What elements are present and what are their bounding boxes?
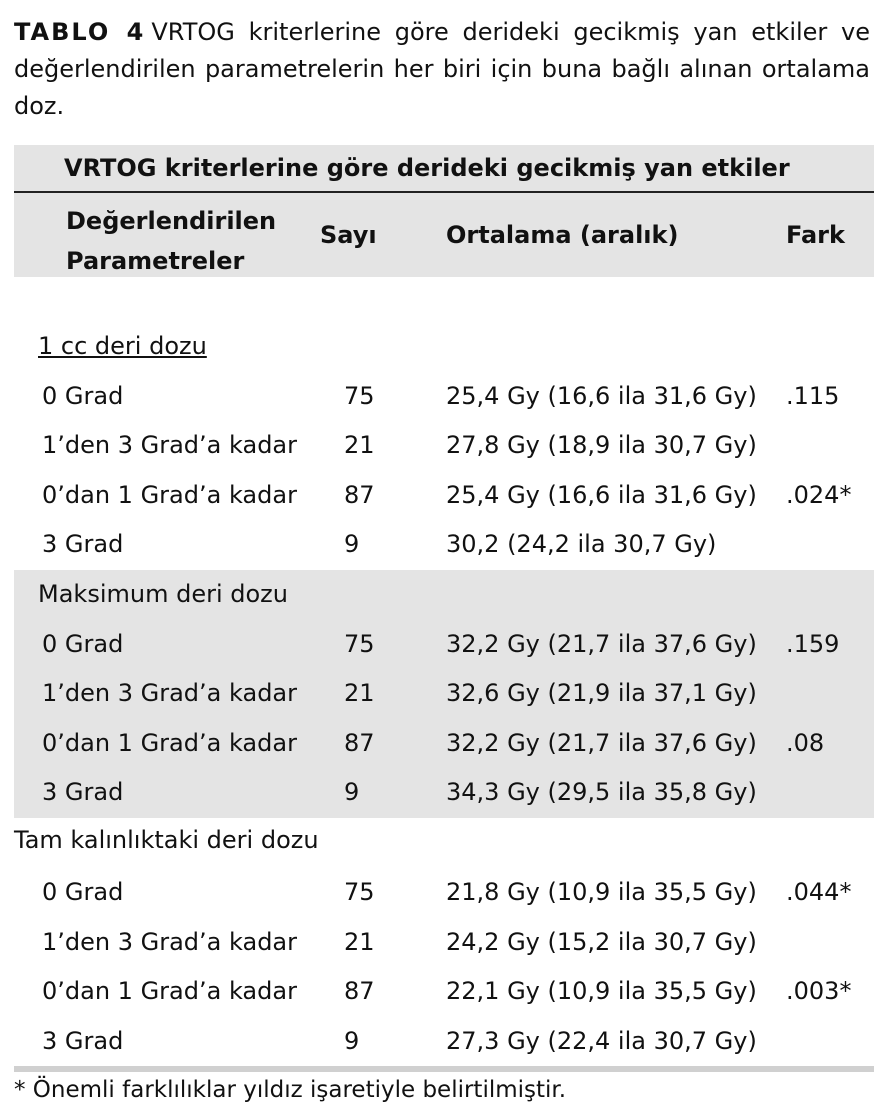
col-header-parameters-line1: Değerlendirilen: [66, 207, 277, 235]
section-full-thickness-skin-dose: [14, 818, 874, 1066]
cell-mean: 21,8 Gy (10,9 ila 35,5 Gy): [446, 877, 757, 906]
cell-mean: 32,2 Gy (21,7 ila 37,6 Gy): [446, 728, 757, 757]
cell-count: 75: [344, 629, 375, 658]
cell-param: 0’dan 1 Grad’a kadar: [42, 728, 297, 757]
section-max-skin-dose: [14, 570, 874, 818]
cell-mean: 32,6 Gy (21,9 ila 37,1 Gy): [446, 679, 757, 708]
table-caption: [14, 14, 870, 125]
section-title: 1 cc deri dozu: [38, 332, 207, 360]
cell-mean: 34,3 Gy (29,5 ila 35,8 Gy): [446, 778, 757, 807]
cell-mean: 30,2 (24,2 ila 30,7 Gy): [446, 530, 717, 559]
data-table: [14, 145, 874, 1072]
table-row: [14, 868, 874, 918]
cell-count: 9: [344, 530, 360, 559]
table-header: [14, 145, 874, 277]
caption-label: TABLO 4: [14, 18, 146, 46]
cell-mean: 32,2 Gy (21,7 ila 37,6 Gy): [446, 629, 757, 658]
table-row: [14, 719, 874, 769]
cell-count: 87: [344, 480, 375, 509]
cell-count: 21: [344, 927, 375, 956]
cell-mean: 27,3 Gy (22,4 ila 30,7 Gy): [446, 1026, 757, 1055]
cell-mean: 25,4 Gy (16,6 ila 31,6 Gy): [446, 381, 757, 410]
table-row: [14, 520, 874, 570]
section-title: Maksimum deri dozu: [38, 579, 288, 608]
col-header-mean: Ortalama (aralık): [446, 221, 679, 249]
cell-param: 0 Grad: [42, 877, 124, 906]
cell-count: 87: [344, 728, 375, 757]
cell-diff: .159: [786, 629, 840, 658]
table-row: [14, 372, 874, 422]
cell-param: 1’den 3 Grad’a kadar: [42, 679, 297, 708]
cell-count: 21: [344, 431, 375, 460]
table-row: [14, 669, 874, 719]
cell-mean: 25,4 Gy (16,6 ila 31,6 Gy): [446, 480, 757, 509]
section-title: Tam kalınlıktaki deri dozu: [14, 825, 319, 854]
cell-diff: .003*: [786, 977, 852, 1006]
col-header-diff: Fark: [786, 221, 845, 249]
cell-param: 3 Grad: [42, 1026, 124, 1055]
table-row: [14, 620, 874, 670]
section-title-row: [14, 818, 874, 862]
table-row: [14, 1017, 874, 1067]
cell-diff: .044*: [786, 877, 852, 906]
cell-mean: 24,2 Gy (15,2 ila 30,7 Gy): [446, 927, 757, 956]
cell-param: 0’dan 1 Grad’a kadar: [42, 480, 297, 509]
cell-count: 9: [344, 1026, 360, 1055]
table-row: [14, 918, 874, 968]
cell-param: 3 Grad: [42, 530, 124, 559]
table-row: [14, 421, 874, 471]
caption-text: VRTOG kriterlerine göre derideki gecikmiş yan etkiler ve değerlendirilen parametrelerin her biri için buna bağlı alınan ortalama doz.: [14, 18, 870, 120]
cell-param: 1’den 3 Grad’a kadar: [42, 431, 297, 460]
cell-param: 0 Grad: [42, 629, 124, 658]
super-header: VRTOG kriterlerine göre derideki gecikmiş yan etkiler: [14, 145, 874, 193]
cell-count: 21: [344, 679, 375, 708]
cell-count: 75: [344, 877, 375, 906]
cell-param: 3 Grad: [42, 778, 124, 807]
column-headers: [14, 193, 874, 277]
section-title-row: [14, 322, 874, 372]
section-1cc-skin-dose: [14, 322, 874, 570]
cell-diff: .115: [786, 381, 840, 410]
cell-diff: .08: [786, 728, 825, 757]
col-header-parameters: [66, 201, 276, 281]
cell-param: 1’den 3 Grad’a kadar: [42, 927, 297, 956]
table-row: [14, 471, 874, 521]
table-footnote: * Önemli farklılıklar yıldız işaretiyle belirtilmiştir.: [14, 1077, 567, 1103]
cell-param: 0 Grad: [42, 381, 124, 410]
cell-diff: .024*: [786, 480, 852, 509]
col-header-parameters-line2: Parametreler: [66, 247, 245, 275]
section-title-row: [14, 570, 874, 620]
table-row: [14, 967, 874, 1017]
cell-mean: 27,8 Gy (18,9 ila 30,7 Gy): [446, 431, 757, 460]
cell-mean: 22,1 Gy (10,9 ila 35,5 Gy): [446, 977, 757, 1006]
cell-count: 87: [344, 977, 375, 1006]
header-spacer: [14, 277, 874, 322]
cell-count: 75: [344, 381, 375, 410]
col-header-count: Sayı: [320, 221, 377, 249]
table-row: [14, 768, 874, 818]
cell-param: 0’dan 1 Grad’a kadar: [42, 977, 297, 1006]
cell-count: 9: [344, 778, 360, 807]
